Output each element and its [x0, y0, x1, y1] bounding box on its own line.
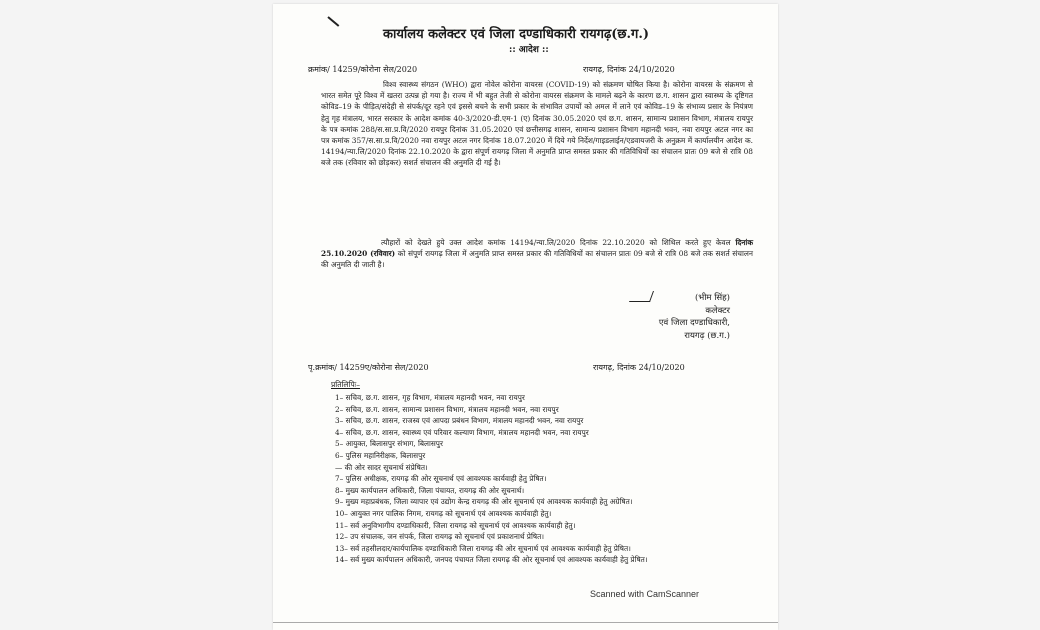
copy-list	[335, 392, 745, 566]
document-page	[273, 4, 778, 630]
para2-highlight-date: दिनांक 25.10.2020 (रविवार)	[321, 238, 753, 259]
copy-list-item: 12– उप संचालक, जन संपर्क, जिला रायगढ़ को सूचनार्थ एवं प्रकाशनार्थ प्रेषित।	[335, 532, 544, 542]
copy-order-number: पृ.क्रमांक/ 14259ए/कोरोना सेल/2020	[308, 363, 429, 372]
signatory-place: रायगढ़ (छ.ग.)	[684, 330, 730, 341]
signature-scribble	[629, 291, 654, 302]
copy-order-date: रायगढ़, दिनांक 24/10/2020	[593, 363, 685, 372]
copy-list-item: 11– सर्व अनुविभागीय दण्डाधिकारी, जिला रायगढ़ को सूचनार्थ एवं आवश्यक कार्यवाही हेतु।	[335, 520, 576, 530]
order-date: रायगढ़, दिनांक 24/10/2020	[583, 65, 675, 74]
copy-list-item: 5– आयुक्त, बिलासपुर संभाग, बिलासपुर	[335, 439, 443, 449]
copy-list-item: 4– सचिव, छ.ग. शासन, स्वास्थ्य एवं परिवार कल्याण विभाग, मंत्रालय महानदी भवन, नवा रायपुर	[335, 427, 589, 437]
copy-list-item: 6– पुलिस महानिरीक्षक, बिलासपुर	[335, 450, 426, 460]
copy-list-item: 10– आयुक्त नगर पालिक निगम, रायगढ़ को सूचनार्थ एवं आवश्यक कार्यवाही हेतु।	[335, 508, 552, 518]
copy-list-item: 3– सचिव, छ.ग. शासन, राजस्व एवं आपदा प्रबंधन विभाग, मंत्रालय महानदी भवन, नवा रायपुर	[335, 416, 584, 426]
copy-list-item: 1– सचिव, छ.ग. शासन, गृह विभाग, मंत्रालय महानदी भवन, नवा रायपुर	[335, 393, 525, 402]
copy-list-item: 9– मुख्य महाप्रबंधक, जिला व्यापार एवं उद्योग केन्द्र रायगढ़ की ओर सूचनार्थ एवं आवश्यक कार्यवाही हेतु अग्रेषित।	[335, 497, 633, 507]
document-subtitle: :: आदेश ::	[509, 45, 549, 55]
para2-text-b: को संपूर्ण रायगढ़ जिला में अनुमति प्राप्त समस्त प्रकार की गतिविधियों का संचालन प्रातः 09 बजे से रात्रि 08 बजे तक सशर्त संचालन की अनुमति दी जाती है।	[321, 249, 753, 270]
copy-list-item: 8– मुख्य कार्यपालन अधिकारी, जिला पंचायत, रायगढ़ की ओर सूचनार्थ।	[335, 485, 525, 495]
copy-list-item: 14– सर्व मुख्य कार्यपालन अधिकारी, जनपद पंचायत जिला रायगढ़ की ओर सूचनार्थ एवं आवश्यक कार्यवाही हेतु प्रेषित।	[335, 555, 648, 565]
copy-to-label: प्रतिलिपिः–	[331, 380, 360, 389]
signature-block	[659, 292, 730, 342]
order-paragraph-1: विश्व स्वास्थ्य संगठन (WHO) द्वारा नोवेल कोरोना वायरस (COVID-19) को संक्रमण घोषित किया है। कोरोना वायरस के संक्रमण से भारत समेत पूरे विश्व में खतरा उत्पन्न हो गया है। राज्य में भी बहुत तेजी से कोरोना वायरस संक्रमण के मामले बढ़ने के कारण छ.ग. शासन द्वारा स्वास्थ्य के दृष्टिगत कोविड–19 के पीड़ित/संदेही से संपर्क/दूर रहने एवं इससे बचने के सभी प्रकार के संभावित उपायों को अमल में लाने एवं कोविड–19 के संभाव्य प्रसार के नियंत्रण हेतु गृह मंत्रालय, भारत सरकार के आदेश कमांक 40-3/2020-डी.एम-1 (ए) दिनांक 30.05.2020 एवं छ.ग. शासन, सामान्य प्रशासन विभाग, मंत्रालय रायपुर के पत्र कमांक 288/स.सा.प्र.वि/2020 रायपुर दिनांक 31.05.2020 एवं छत्तीसगढ़ शासन, सामान्य प्रशासन विभाग महानदी भवन, नवा रायपुर अटल नगर का पत्र कमांक 357/स.सा.प्र.वि/2020 नवा रायपुर अटल नगर दिनांक 18.07.2020 में दिये गये निर्देश/गाइडलाईन/एडवायजरी के अनुक्रम में कार्यालयीन आदेश क. 14194/न्या.लि/2020 दिनांक 22.10.2020 के द्वारा संपूर्ण रायगढ़ जिला में अनुमति प्राप्त समस्त प्रकार की गतिविधियों का संचालन प्रातः 09 बजे से रात्रि 08 बजे तक (रविवार को छोड़कर) सशर्त संचालन की अनुमति दी गई है।	[321, 80, 753, 168]
signatory-name: (भीम सिंह)	[694, 293, 730, 303]
scanner-watermark: Scanned with CamScanner	[590, 589, 700, 599]
signatory-designation: कलेक्टर	[705, 305, 730, 316]
document-title: कार्यालय कलेक्टर एवं जिला दण्डाधिकारी रायगढ़(छ.ग.)	[383, 27, 650, 42]
page-bottom-edge	[273, 622, 778, 623]
order-paragraph-2	[321, 237, 753, 271]
copy-list-item: 13– सर्व तहसीलदार/कार्यपालिक दण्डाधिकारी जिला रायगढ़ की ओर सूचनार्थ एवं आवश्यक कार्यवाही हेतु प्रेषित।	[335, 543, 631, 553]
pen-mark	[327, 16, 339, 27]
copy-list-item: — की ओर सादर सूचनार्थ संप्रेषित।	[335, 462, 428, 472]
signatory-designation-2: एवं जिला दण्डाधिकारी,	[658, 318, 730, 328]
order-number: क्रमांक/ 14259/कोरोना सेल/2020	[308, 65, 418, 74]
para2-text-a: त्यौहारों को देखते हुये उक्त आदेश कमांक 14194/न्या.लि/2020 दिनांक 22.10.2020 को शिथिल करते हुए केवल	[381, 238, 736, 247]
copy-list-item: 2– सचिव, छ.ग. शासन, सामान्य प्रशासन विभाग, मंत्रालय महानदी भवन, नवा रायपुर	[335, 404, 559, 414]
copy-list-item: 7– पुलिस अधीक्षक, रायगढ़ की ओर सूचनार्थ एवं आवश्यक कार्यवाही हेतु प्रेषित।	[335, 474, 547, 484]
